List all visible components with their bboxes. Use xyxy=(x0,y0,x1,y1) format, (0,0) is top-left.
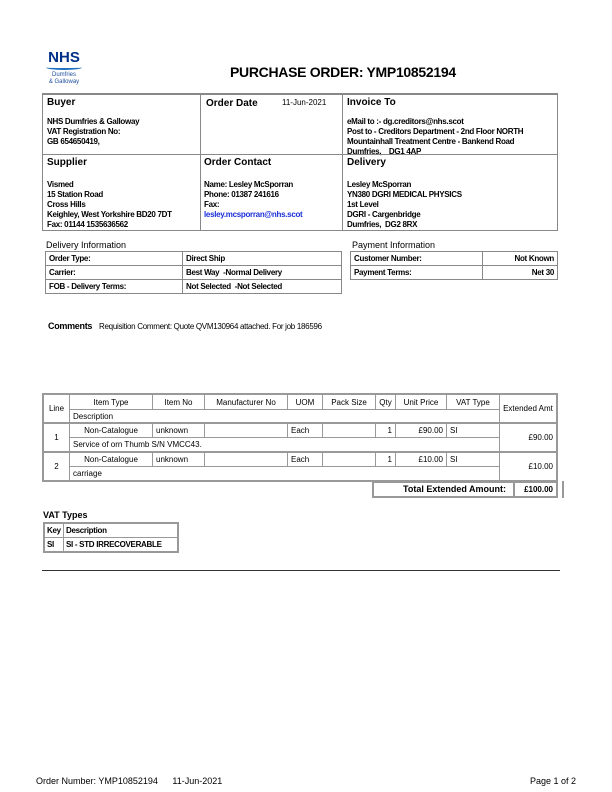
row-value: Direct Ship xyxy=(183,252,342,266)
col-header-manufacturer-no: Manufacturer No xyxy=(205,394,288,410)
order-contact-box xyxy=(200,154,343,231)
item-description: Service of orn Thumb S/N VMCC43. xyxy=(70,438,500,453)
item-row xyxy=(43,452,557,467)
col-header-pack-size: Pack Size xyxy=(323,394,376,410)
logo-brand: NHS xyxy=(44,50,84,65)
buyer-lines xyxy=(47,117,139,147)
item-qty: 1 xyxy=(376,423,396,438)
total-label: Total Extended Amount: xyxy=(403,484,506,494)
col-header-item-type: Item Type xyxy=(70,394,153,410)
nhs-logo xyxy=(44,50,84,86)
order-contact-heading: Order Contact xyxy=(204,157,272,168)
item-extended-amt: £90.00 xyxy=(500,423,558,452)
item-no: unknown xyxy=(153,423,205,438)
total-value: £100.00 xyxy=(524,485,553,494)
vat-description: SI - STD IRRECOVERABLE xyxy=(64,538,179,553)
buyer-line: NHS Dumfries & Galloway xyxy=(47,117,140,126)
item-unit-price: £10.00 xyxy=(396,452,447,467)
col-header-unit-price: Unit Price xyxy=(396,394,447,410)
item-type: Non-Catalogue xyxy=(70,452,153,467)
col-header-item-no: Item No xyxy=(153,394,205,410)
delivery-line: 1st Level xyxy=(347,200,379,209)
row-value: Best Way -Normal Delivery xyxy=(183,266,342,280)
invoice-to-heading: Invoice To xyxy=(347,97,396,108)
logo-sub2: & Galloway xyxy=(48,79,80,85)
order-date-box xyxy=(200,94,343,155)
footer-date: 11-Jun-2021 xyxy=(172,776,223,786)
divider xyxy=(42,570,560,571)
contact-email-link[interactable]: lesley.mcsporran@nhs.scot xyxy=(204,210,303,219)
delivery-lines xyxy=(347,180,462,230)
delivery-line: YN380 DGRI MEDICAL PHYSICS xyxy=(347,190,462,199)
item-no: unknown xyxy=(153,452,205,467)
order-date-value: 11-Jun-2021 xyxy=(282,98,327,107)
supplier-box xyxy=(42,154,201,231)
supplier-line: Vismed xyxy=(47,180,74,189)
row-label: Customer Number: xyxy=(351,252,483,266)
supplier-line: Fax: 01144 1535636562 xyxy=(47,220,128,229)
footer-order-number: Order Number: YMP10852194 xyxy=(36,776,158,786)
delivery-line: Dumfries, DG2 8RX xyxy=(347,220,418,229)
item-uom: Each xyxy=(288,452,323,467)
item-pack-size xyxy=(323,452,376,467)
row-label: Carrier: xyxy=(46,266,183,280)
item-type: Non-Catalogue xyxy=(70,423,153,438)
item-line: 2 xyxy=(43,452,70,481)
col-header-uom: UOM xyxy=(288,394,323,410)
delivery-box xyxy=(342,154,558,231)
item-manufacturer-no xyxy=(205,423,288,438)
invoice-line: Mountainhall Treatment Centre - Bankend Road xyxy=(347,137,515,146)
invoice-to-box xyxy=(342,94,558,155)
buyer-heading: Buyer xyxy=(47,97,76,108)
order-date-heading: Order Date xyxy=(206,98,258,109)
buyer-line: VAT Registration No: xyxy=(47,127,121,136)
item-pack-size xyxy=(323,423,376,438)
items-table xyxy=(42,393,558,482)
supplier-lines xyxy=(47,180,172,230)
item-vat-type: SI xyxy=(447,423,500,438)
delivery-info-row xyxy=(46,280,342,294)
item-extended-amt: £10.00 xyxy=(500,452,558,481)
buyer-line: GB 654650419, xyxy=(47,137,100,146)
supplier-line: Keighley, West Yorkshire BD20 7DT xyxy=(47,210,172,219)
col-header-line: Line xyxy=(43,394,70,423)
col-header-extended-amt: Extended Amt xyxy=(500,394,558,423)
item-qty: 1 xyxy=(376,452,396,467)
comments xyxy=(48,321,322,331)
comments-label: Comments xyxy=(48,321,93,331)
delivery-line: Lesley McSporran xyxy=(347,180,412,189)
row-label: Payment Terms: xyxy=(351,266,483,280)
delivery-info-table xyxy=(45,251,342,294)
payment-info-heading: Payment Information xyxy=(352,240,436,250)
logo-sub1: Dumfries xyxy=(51,72,76,78)
footer xyxy=(36,776,222,786)
item-unit-price: £90.00 xyxy=(396,423,447,438)
contact-line: Phone: 01387 241616 xyxy=(204,190,279,199)
item-description: carriage xyxy=(70,467,500,482)
supplier-line: 15 Station Road xyxy=(47,190,103,199)
contact-line: Fax: xyxy=(204,200,220,209)
row-label: Order Type: xyxy=(46,252,183,266)
delivery-info-row xyxy=(46,252,342,266)
comments-text: Requisition Comment: Quote QVM130964 attached. For job 186596 xyxy=(99,322,322,331)
item-manufacturer-no xyxy=(205,452,288,467)
order-contact-lines xyxy=(204,180,302,220)
vat-types-table xyxy=(43,522,179,553)
vat-header-key: Key xyxy=(44,523,64,538)
item-row xyxy=(43,423,557,438)
row-label: FOB - Delivery Terms: xyxy=(46,280,183,294)
vat-row xyxy=(44,538,178,553)
supplier-heading: Supplier xyxy=(47,157,88,168)
delivery-info-row xyxy=(46,266,342,280)
item-line: 1 xyxy=(43,423,70,452)
col-header-vat-type: VAT Type xyxy=(447,394,500,410)
row-value: Not Selected -Not Selected xyxy=(183,280,342,294)
vat-header-description: Description xyxy=(64,523,179,538)
page-title: PURCHASE ORDER: YMP10852194 xyxy=(230,64,456,80)
delivery-heading: Delivery xyxy=(347,157,386,168)
total-box xyxy=(372,481,558,498)
delivery-line: DGRI - Cargenbridge xyxy=(347,210,421,219)
col-header-description: Description xyxy=(70,410,500,424)
contact-line: Name: Lesley McSporran xyxy=(204,180,293,189)
invoice-line: Post to - Creditors Department - 2nd Floor NORTH xyxy=(347,127,524,136)
invoice-line: Dumfries, DG1 4AP xyxy=(347,147,422,156)
vat-types-heading: VAT Types xyxy=(43,510,88,520)
item-uom: Each xyxy=(288,423,323,438)
invoice-line: eMail to :- dg.creditors@nhs.scot xyxy=(347,117,464,126)
item-vat-type: SI xyxy=(447,452,500,467)
row-value: Net 30 xyxy=(483,266,558,280)
vat-key: SI xyxy=(44,538,64,553)
footer-page-number: Page 1 of 2 xyxy=(529,776,576,786)
items-header-row xyxy=(43,394,557,410)
payment-info-row xyxy=(351,266,558,280)
supplier-line: Cross Hills xyxy=(47,200,86,209)
delivery-info-heading: Delivery Information xyxy=(46,240,127,250)
payment-info-row xyxy=(351,252,558,266)
payment-info-table xyxy=(350,251,558,280)
buyer-box xyxy=(42,94,201,155)
invoice-to-lines xyxy=(347,117,523,157)
row-value: Not Known xyxy=(483,252,558,266)
col-header-qty: Qty xyxy=(376,394,396,410)
